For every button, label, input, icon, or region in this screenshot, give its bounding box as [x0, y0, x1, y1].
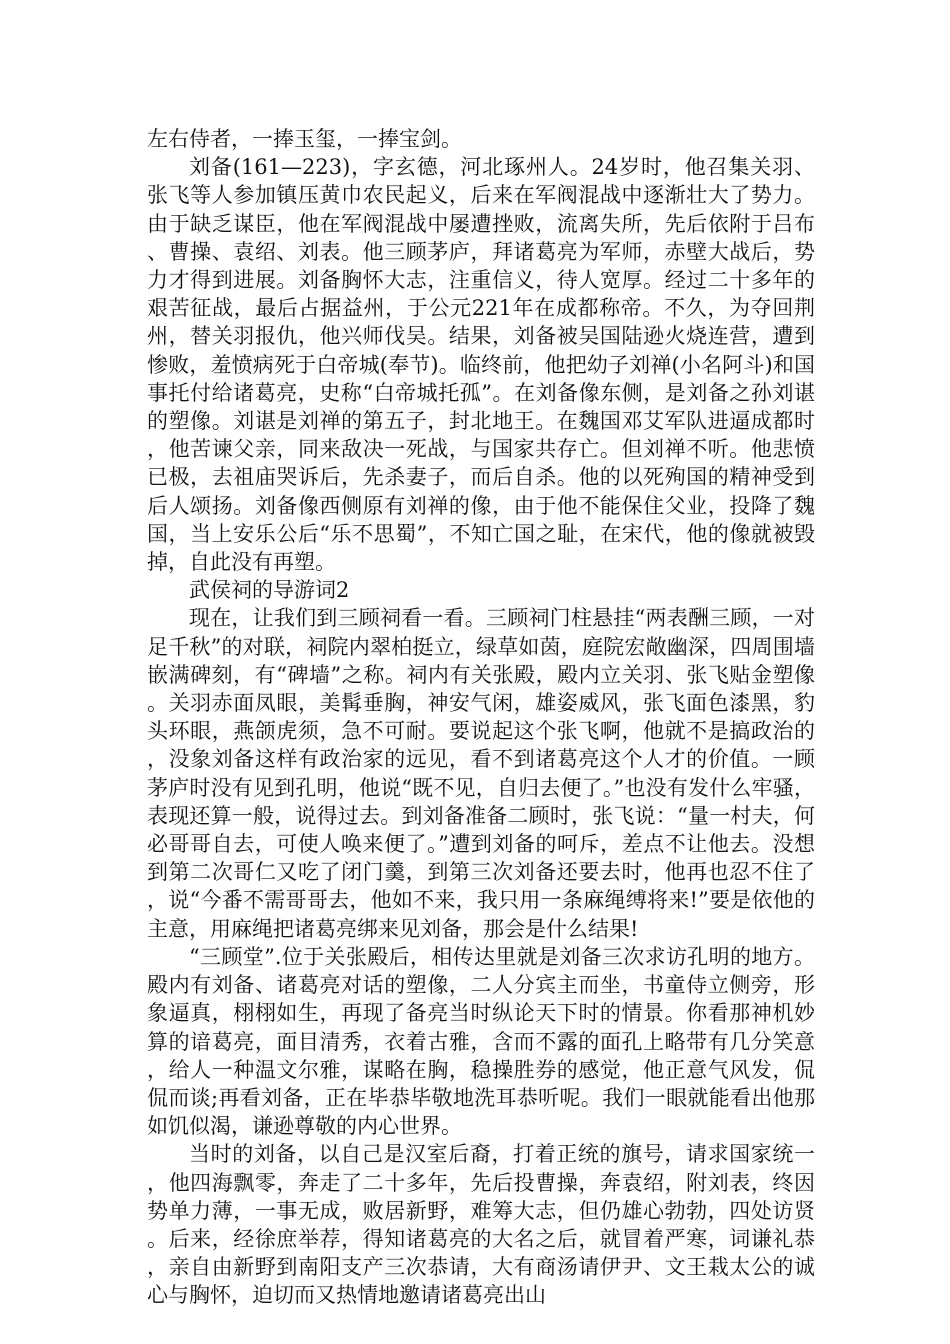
paragraph-liu-bei-visits: 当时的刘备，以自己是汉室后裔，打着正统的旗号，请求国家统一，他四海飘零，奔走了二十多年，先后投曹操，奔袁绍，附刘表，终因势单力薄，一事无成，败居新野，难筹大志，但仍雄心勃勃，四处访贤。后来，经徐庶举荐，得知诸葛亮的大名之后，就冒着严寒，词谦礼恭，亲自由新野到南阳支产三次恭请，大有商汤请伊尹、文王栽太公的诚心与胸怀，迫切而又热情地邀请诸葛亮出山 — [147, 1142, 815, 1308]
paragraph-san-gu-ci: 现在，让我们到三顾祠看一看。三顾祠门柱悬挂“两表酬三顾，一对足千秋”的对联，祠院内翠柏挺立，绿草如茵，庭院宏敞幽深，四周围墙嵌满碑刻，有“碑墙”之称。祠内有关张殿，殿内立关羽、张飞贴金塑像。关羽赤面凤眼，美髯垂胸，神安气闲，雄姿威风，张飞面色漆黑，豹头环眼，燕颌虎须，急不可耐。要说起这个张飞啊，他就不是搞政治的，没象刘备这样有政治家的远见，看不到诸葛亮这个人才的价值。一顾茅庐时没有见到孔明，他说“既不见，自归去便了。”也没有发什么牢骚，表现还算一般，说得过去。到刘备准备二顾时，张飞说：“量一村夫，何必哥哥自去，可使人唤来便了。”遭到刘备的呵斥，差点不让他去。没想到第二次哥仁又吃了闭门羹，到第三次刘备还要去时，他再也忍不住了，说“今番不需哥哥去，他如不来，我只用一条麻绳缚将来!”要是依他的主意，用麻绳把诸葛亮绑来见刘备，那会是什么结果! — [147, 606, 815, 941]
document-body — [147, 125, 815, 1310]
section-heading: 武侯祠的导游词2 — [189, 578, 350, 603]
paragraph-san-gu-tang: “三顾堂”.位于关张殿后，相传达里就是刘备三次求访孔明的地方。殿内有刘备、诸葛亮对话的塑像，二人分宾主而坐，书童侍立侧旁，形象逼真，栩栩如生，再现了备亮当时纵论天下时的情景。你看那神机妙算的谙葛亮，面目清秀，衣着古雅，含而不露的面孔上略带有几分笑意，给人一种温文尔雅，谋略在胸，稳操胜券的感觉，他正意气风发，侃侃而谈;再看刘备，正在毕恭毕敬地洗耳恭听呢。我们一眼就能看出他那如饥似渴，谦逊尊敬的内心世界。 — [147, 944, 815, 1139]
paragraph-liu-bei-biography: 刘备(161—223)，字玄德，河北琢州人。24岁时，他召集关羽、张飞等人参加镇压黄巾农民起义，后来在军阀混战中逐渐壮大了势力。由于缺乏谋臣，他在军阀混战中屡遭挫败，流离失所，先后依附于吕布、曹操、袁绍、刘表。他三顾茅庐，拜诸葛亮为军师，赤壁大战后，势力才得到进展。刘备胸怀大志，注重信义，待人宽厚。经过二十多年的艰苦征战，最后占据益州，于公元221年在成都称帝。不久，为夺回荆州，替关羽报仇，他兴师伐吴。结果，刘备被吴国陆逊火烧连营，遭到惨败，羞愤病死于白帝城(奉节)。临终前，他把幼子刘禅(小名阿斗)和国事托付给诸葛亮，史称“白帝城托孤”。在刘备像东侧，是刘备之孙刘谌的塑像。刘谌是刘禅的第五子，封北地王。在魏国邓艾军队进逼成都时，他苦谏父亲，同来敌决一死战，与国家共存亡。但刘禅不听。他悲愤已极，去祖庙哭诉后，先杀妻子，而后自杀。他的以死殉国的精神受到后人颂扬。刘备像西侧原有刘禅的像，由于他不能保住父业，投降了魏国，当上安乐公后“乐不思蜀”，不知亡国之耻，在宋代，他的像就被毁掉，自此没有再塑。 — [147, 155, 815, 575]
paragraph-1: 左右侍者，一捧玉玺，一捧宝剑。 — [147, 127, 462, 151]
